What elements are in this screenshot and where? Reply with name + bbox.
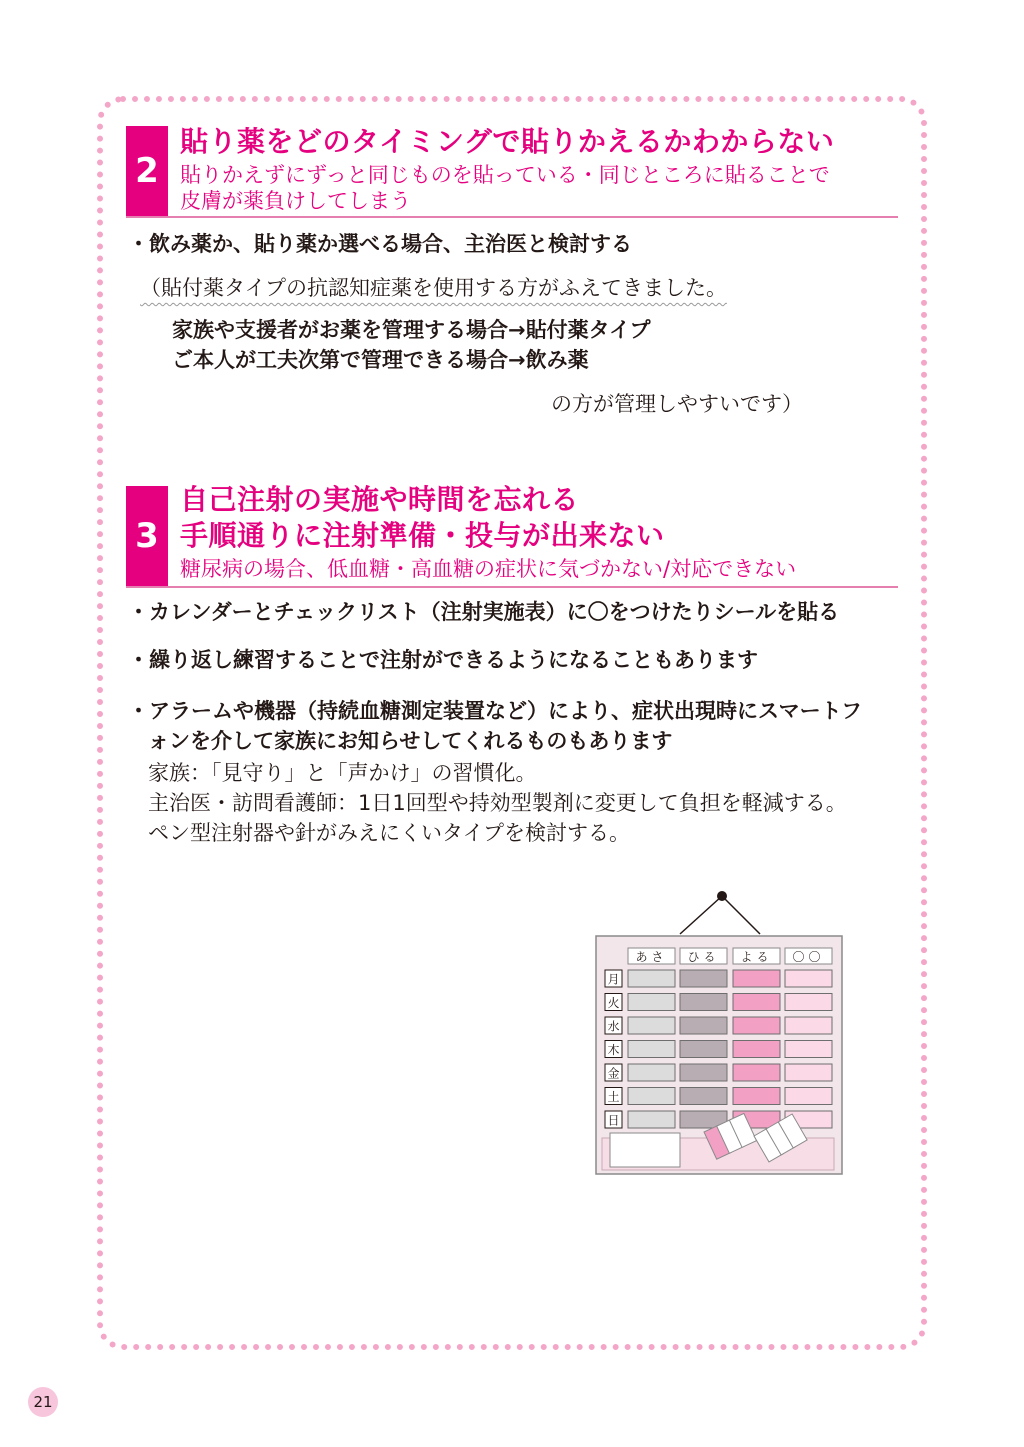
calendar-cell <box>785 1064 832 1081</box>
section-3-number: 3 <box>126 486 168 586</box>
section-3-bullet-3-line-2: ォンを介して家族にお知らせしてくれるものもあります <box>148 729 673 753</box>
calendar-cell <box>733 1041 780 1058</box>
section-3-bullet-2: ・繰り返し練習することで注射ができるようになることもあります <box>128 648 758 672</box>
section-3-subtitle: 糖尿病の場合、低血糖・高血糖の症状に気づかない/対応できない <box>180 557 797 581</box>
calendar-cell <box>628 1064 675 1081</box>
calendar-cell <box>733 1064 780 1081</box>
section-2-note-3: ご本人が工夫次第で管理できる場合→飲み薬 <box>172 348 589 372</box>
calendar-cell <box>733 994 780 1011</box>
calendar-cell <box>785 1088 832 1105</box>
section-2-bullet-1: ・飲み薬か、貼り薬か選べる場合、主治医と検討する <box>128 232 632 256</box>
calendar-cell <box>628 1088 675 1105</box>
calendar-cell <box>785 970 832 987</box>
section-2-title: 貼り薬をどのタイミングで貼りかえるかわからない <box>180 125 835 158</box>
calendar-checklist-illustration <box>592 886 848 1178</box>
calendar-day-label: 火 <box>607 996 620 1010</box>
section-2-subtitle-1: 貼りかえずにずっと同じものを貼っている・同じところに貼ることで <box>180 163 830 187</box>
calendar-cell <box>628 1017 675 1034</box>
hanging-string-left <box>680 896 722 934</box>
calendar-cell <box>680 994 727 1011</box>
calendar-column-header: 〇〇 <box>792 950 825 964</box>
section-3-detail-1: 家族：「見守り」と「声かけ」の習慣化。 <box>148 761 537 785</box>
calendar-cell <box>628 994 675 1011</box>
memo-card <box>610 1133 680 1167</box>
page-number: 21 <box>28 1387 58 1417</box>
section-3-title-2: 手順通りに注射準備・投与が出来ない <box>180 519 665 552</box>
section-3-bullet-3-line-1: ・アラームや機器（持続血糖測定装置など）により、症状出現時にスマートフ <box>128 699 862 723</box>
section-2-note-2: 家族や支援者がお薬を管理する場合→貼付薬タイプ <box>172 318 651 342</box>
calendar-column-header: よる <box>740 950 773 964</box>
calendar-cell <box>733 1088 780 1105</box>
calendar-cell <box>628 1041 675 1058</box>
calendar-column-header: ひる <box>687 950 720 964</box>
calendar-cell <box>733 1017 780 1034</box>
calendar-cell <box>680 1041 727 1058</box>
calendar-cell <box>785 1017 832 1034</box>
section-2-note-4: の方が管理しやすいです） <box>551 392 803 416</box>
calendar-day-label: 土 <box>607 1090 620 1104</box>
calendar-cell <box>628 1111 675 1128</box>
section-2-subtitle-2: 皮膚が薬負けしてしまう <box>180 189 411 213</box>
section-2-header <box>126 126 898 218</box>
calendar-cell <box>785 1041 832 1058</box>
section-3-header <box>126 483 898 588</box>
calendar-cell <box>680 970 727 987</box>
calendar-cell <box>680 1064 727 1081</box>
calendar-day-label: 水 <box>607 1019 620 1034</box>
calendar-day-label: 月 <box>607 972 620 987</box>
section-3-detail-3: ペン型注射器や針がみえにくいタイプを検討する。 <box>148 821 630 845</box>
section-2-note-1: （貼付薬タイプの抗認知症薬を使用する方がふえてきました。 <box>140 276 727 300</box>
calendar-cell <box>785 994 832 1011</box>
calendar-cell <box>733 970 780 987</box>
section-3-detail-2: 主治医・訪問看護師：1日1回型や持効型製剤に変更して負担を軽減する。 <box>148 791 847 815</box>
calendar-column-header: あさ <box>635 950 668 964</box>
section-2-number: 2 <box>126 126 168 216</box>
calendar-day-label: 木 <box>607 1043 620 1057</box>
calendar-day-label: 金 <box>607 1066 620 1081</box>
calendar-day-label: 日 <box>607 1113 620 1128</box>
section-3-title-1: 自己注射の実施や時間を忘れる <box>180 483 580 516</box>
section-3-bullet-1: ・カレンダーとチェックリスト（注射実施表）に〇をつけたりシールを貼る <box>128 600 840 624</box>
calendar-cell <box>628 970 675 987</box>
calendar-cell <box>680 1088 727 1105</box>
calendar-cell <box>680 1017 727 1034</box>
hanging-string-right <box>722 896 760 934</box>
